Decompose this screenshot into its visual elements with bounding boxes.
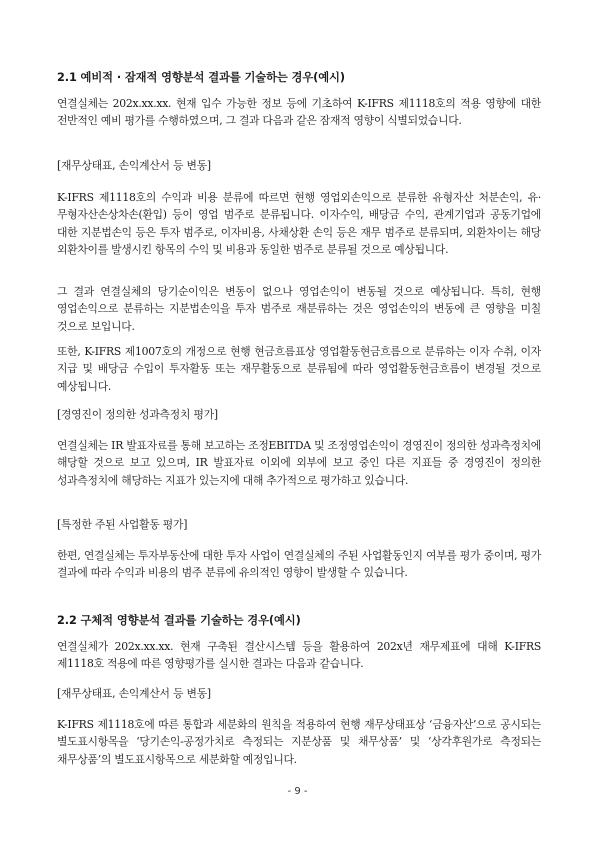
page-number: - 9 - — [287, 786, 308, 797]
section-2-1-sub1-paragraph-1: K-IFRS 제1118호의 수익과 비용 분류에 따르면 현행 영업외손익으로 분류한 유형자산 처분손익, 유·무형자산손상차손(환입) 등이 영업 범주로 분류됩니다. 이자수익, 배당금 수익, 관계기업과 공동기업에 대한 지분법손익 등은 투자 범주로, 이자비용, 사채상환 손익 등은 재무 범주로 분류되며, 외환차이는 해당 외환차이를 발생시킨 항목의 수익 및 비용과 동일한 범주로 분류될 것으로 예상됩니다. — [57, 191, 541, 256]
section-2-2-heading-block — [57, 614, 541, 628]
section-2-1-sub1-p2-block — [57, 283, 541, 335]
section-2-1-sub1-paragraph-2: 그 결과 연결실체의 당기순이익은 변동이 없으나 영업손익이 변동될 것으로 예상됩니다. 특히, 현행 영업손익으로 분류하는 지분법손익을 투자 범주로 재분류하는 것은 영업손익의 변동에 큰 영향을 미칠 것으로 보입니다. — [57, 285, 541, 333]
section-2-1-heading: 2.1 예비적 · 잠재적 영향분석 결과를 기술하는 경우(예시) — [57, 71, 345, 84]
section-2-1-sub2-label: [경영진이 정의한 성과측정치 평가] — [57, 408, 218, 421]
section-2-2-intro: 연결실체가 202x.xx.xx. 현재 구축된 결산시스템 등을 활용하여 202x년 재무제표에 대해 K-IFRS 제1118호 적용에 따른 영향평가를 실시한 결과는 다음과 같습니다. — [57, 640, 541, 671]
section-2-2-heading: 2.2 구체적 영향분석 결과를 기술하는 경우(예시) — [57, 614, 301, 627]
section-2-1-sub2-label-block — [57, 406, 541, 423]
section-2-1-sub2-p1-block — [57, 437, 541, 489]
section-2-1-sub1-p1-block — [57, 189, 541, 258]
section-2-1-sub1-label-block — [57, 157, 541, 174]
section-2-2-sub1-p1-block — [57, 716, 541, 768]
section-2-2-intro-block — [57, 638, 541, 673]
section-2-1-sub3-label-block — [57, 516, 541, 533]
section-2-2-sub1-paragraph-1: K-IFRS 제1118호에 따른 통합과 세분화의 원칙을 적용하여 현행 재무상태표상 ‘금융자산’으로 공시되는 별도표시항목을 ‘당기손익-공정가치로 측정되는 지분상품 및 채무상품’ 및 ‘상각후원가로 측정되는 채무상품’의 별도표시항목으로 세분화할 예정입니다. — [57, 718, 541, 766]
section-2-1-sub2-paragraph-1: 연결실체는 IR 발표자료를 통해 보고하는 조정EBITDA 및 조정영업손익이 경영진이 정의한 성과측정치에 해당할 것으로 보고 있으며, IR 발표자료 이외에 외부에 보고 중인 다른 지표들 중 경영진이 정의한 성과측정치에 해당하는 지표가 있는지에 대해 추가적으로 평가하고 있습니다. — [57, 439, 541, 487]
section-2-1-intro-block — [57, 95, 541, 130]
section-2-1-sub3-paragraph-1: 한편, 연결실체는 투자부동산에 대한 투자 사업이 연결실체의 주된 사업활동인지 여부를 평가 중이며, 평가 결과에 따라 수익과 비용의 범주 분류에 유의적인 영향이 발생할 수 있습니다. — [57, 549, 541, 580]
section-2-1-sub3-label: [특정한 주된 사업활동 평가] — [57, 518, 188, 531]
section-2-1-sub1-label: [재무상태표, 손익계산서 등 변동] — [57, 159, 211, 172]
section-2-1-intro: 연결실체는 202x.xx.xx. 현재 입수 가능한 정보 등에 기초하여 K-IFRS 제1118호의 적용 영향에 대한 전반적인 예비 평가를 수행하였으며, 그 결과 다음과 같은 잠재적 영향이 식별되었습니다. — [57, 97, 541, 128]
section-2-1-heading-block — [57, 71, 541, 85]
section-2-1-sub1-p3-block — [57, 343, 541, 395]
section-2-2-sub1-label: [재무상태표, 손익계산서 등 변동] — [57, 687, 211, 700]
section-2-1-sub1-paragraph-3: 또한, K-IFRS 제1007호의 개정으로 현행 현금흐름표상 영업활동현금흐름으로 분류하는 이자 수취, 이자 지급 및 배당금 수입이 투자활동 또는 재무활동으로 분류됨에 따라 영업활동현금흐름이 변경될 것으로 예상됩니다. — [57, 345, 541, 393]
section-2-2-sub1-label-block — [57, 685, 541, 702]
section-2-1-sub3-p1-block — [57, 547, 541, 582]
